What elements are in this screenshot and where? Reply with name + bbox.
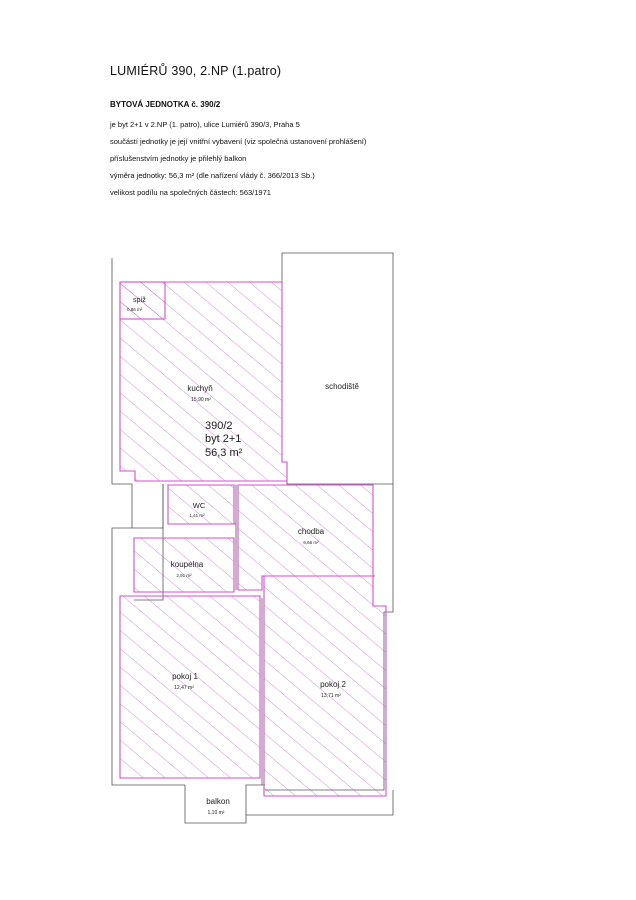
label-schodiste: schodiště	[325, 382, 359, 391]
area-koupelna: 2,91 m²	[176, 573, 192, 578]
label-balkon: balkon	[206, 797, 230, 806]
label-koupelna: koupelna	[170, 560, 204, 569]
area-kuchyn: 15,90 m²	[191, 397, 211, 403]
area-wc: 1,41 m²	[189, 513, 205, 518]
area-pokoj-2: 13,71 m²	[321, 693, 341, 699]
area-pokoj-1: 12,47 m²	[174, 685, 194, 691]
info-line-2: součástí jednotky je její vnitřní vybavení (viz společná ustanovení prohlášení)	[110, 137, 367, 146]
label-wc: WC	[192, 501, 206, 510]
label-pokoj-2: pokoj 2	[320, 680, 346, 689]
unit-heading: BYTOVÁ JEDNOTKA č. 390/2	[110, 100, 221, 109]
info-line-1: je byt 2+1 v 2.NP (1. patro), ulice Lumiérů 390/3, Praha 5	[110, 120, 300, 129]
info-line-3: příslušenstvím jednotky je přilehlý balkon	[110, 154, 247, 163]
label-pokoj-1: pokoj 1	[172, 672, 198, 681]
label-kuchyn: kuchyň	[187, 384, 213, 393]
unit-area: 56,3 m²	[205, 447, 243, 459]
room-chodba	[238, 485, 373, 590]
info-line-5: velikost podílu na společných částech: 563/1971	[110, 188, 271, 197]
info-line-4: výměra jednotky: 56,3 m² (dle nařízení vlády č. 366/2013 Sb.)	[110, 171, 315, 180]
unit-rooms	[120, 282, 386, 796]
label-spiz: spíž	[133, 297, 146, 304]
outline-stair-bottom	[287, 462, 393, 484]
outline-notch	[132, 484, 163, 528]
area-chodba: 6,66 m²	[303, 540, 319, 545]
area-spiz: 0,86 m²	[127, 307, 143, 312]
unit-type: byt 2+1	[205, 433, 242, 445]
area-balkon: 1,10 m²	[207, 810, 225, 816]
unit-number: 390/2	[205, 420, 233, 432]
page-title: LUMIÉRŮ 390, 2.NP (1.patro)	[110, 64, 282, 78]
label-chodba: chodba	[297, 527, 325, 536]
